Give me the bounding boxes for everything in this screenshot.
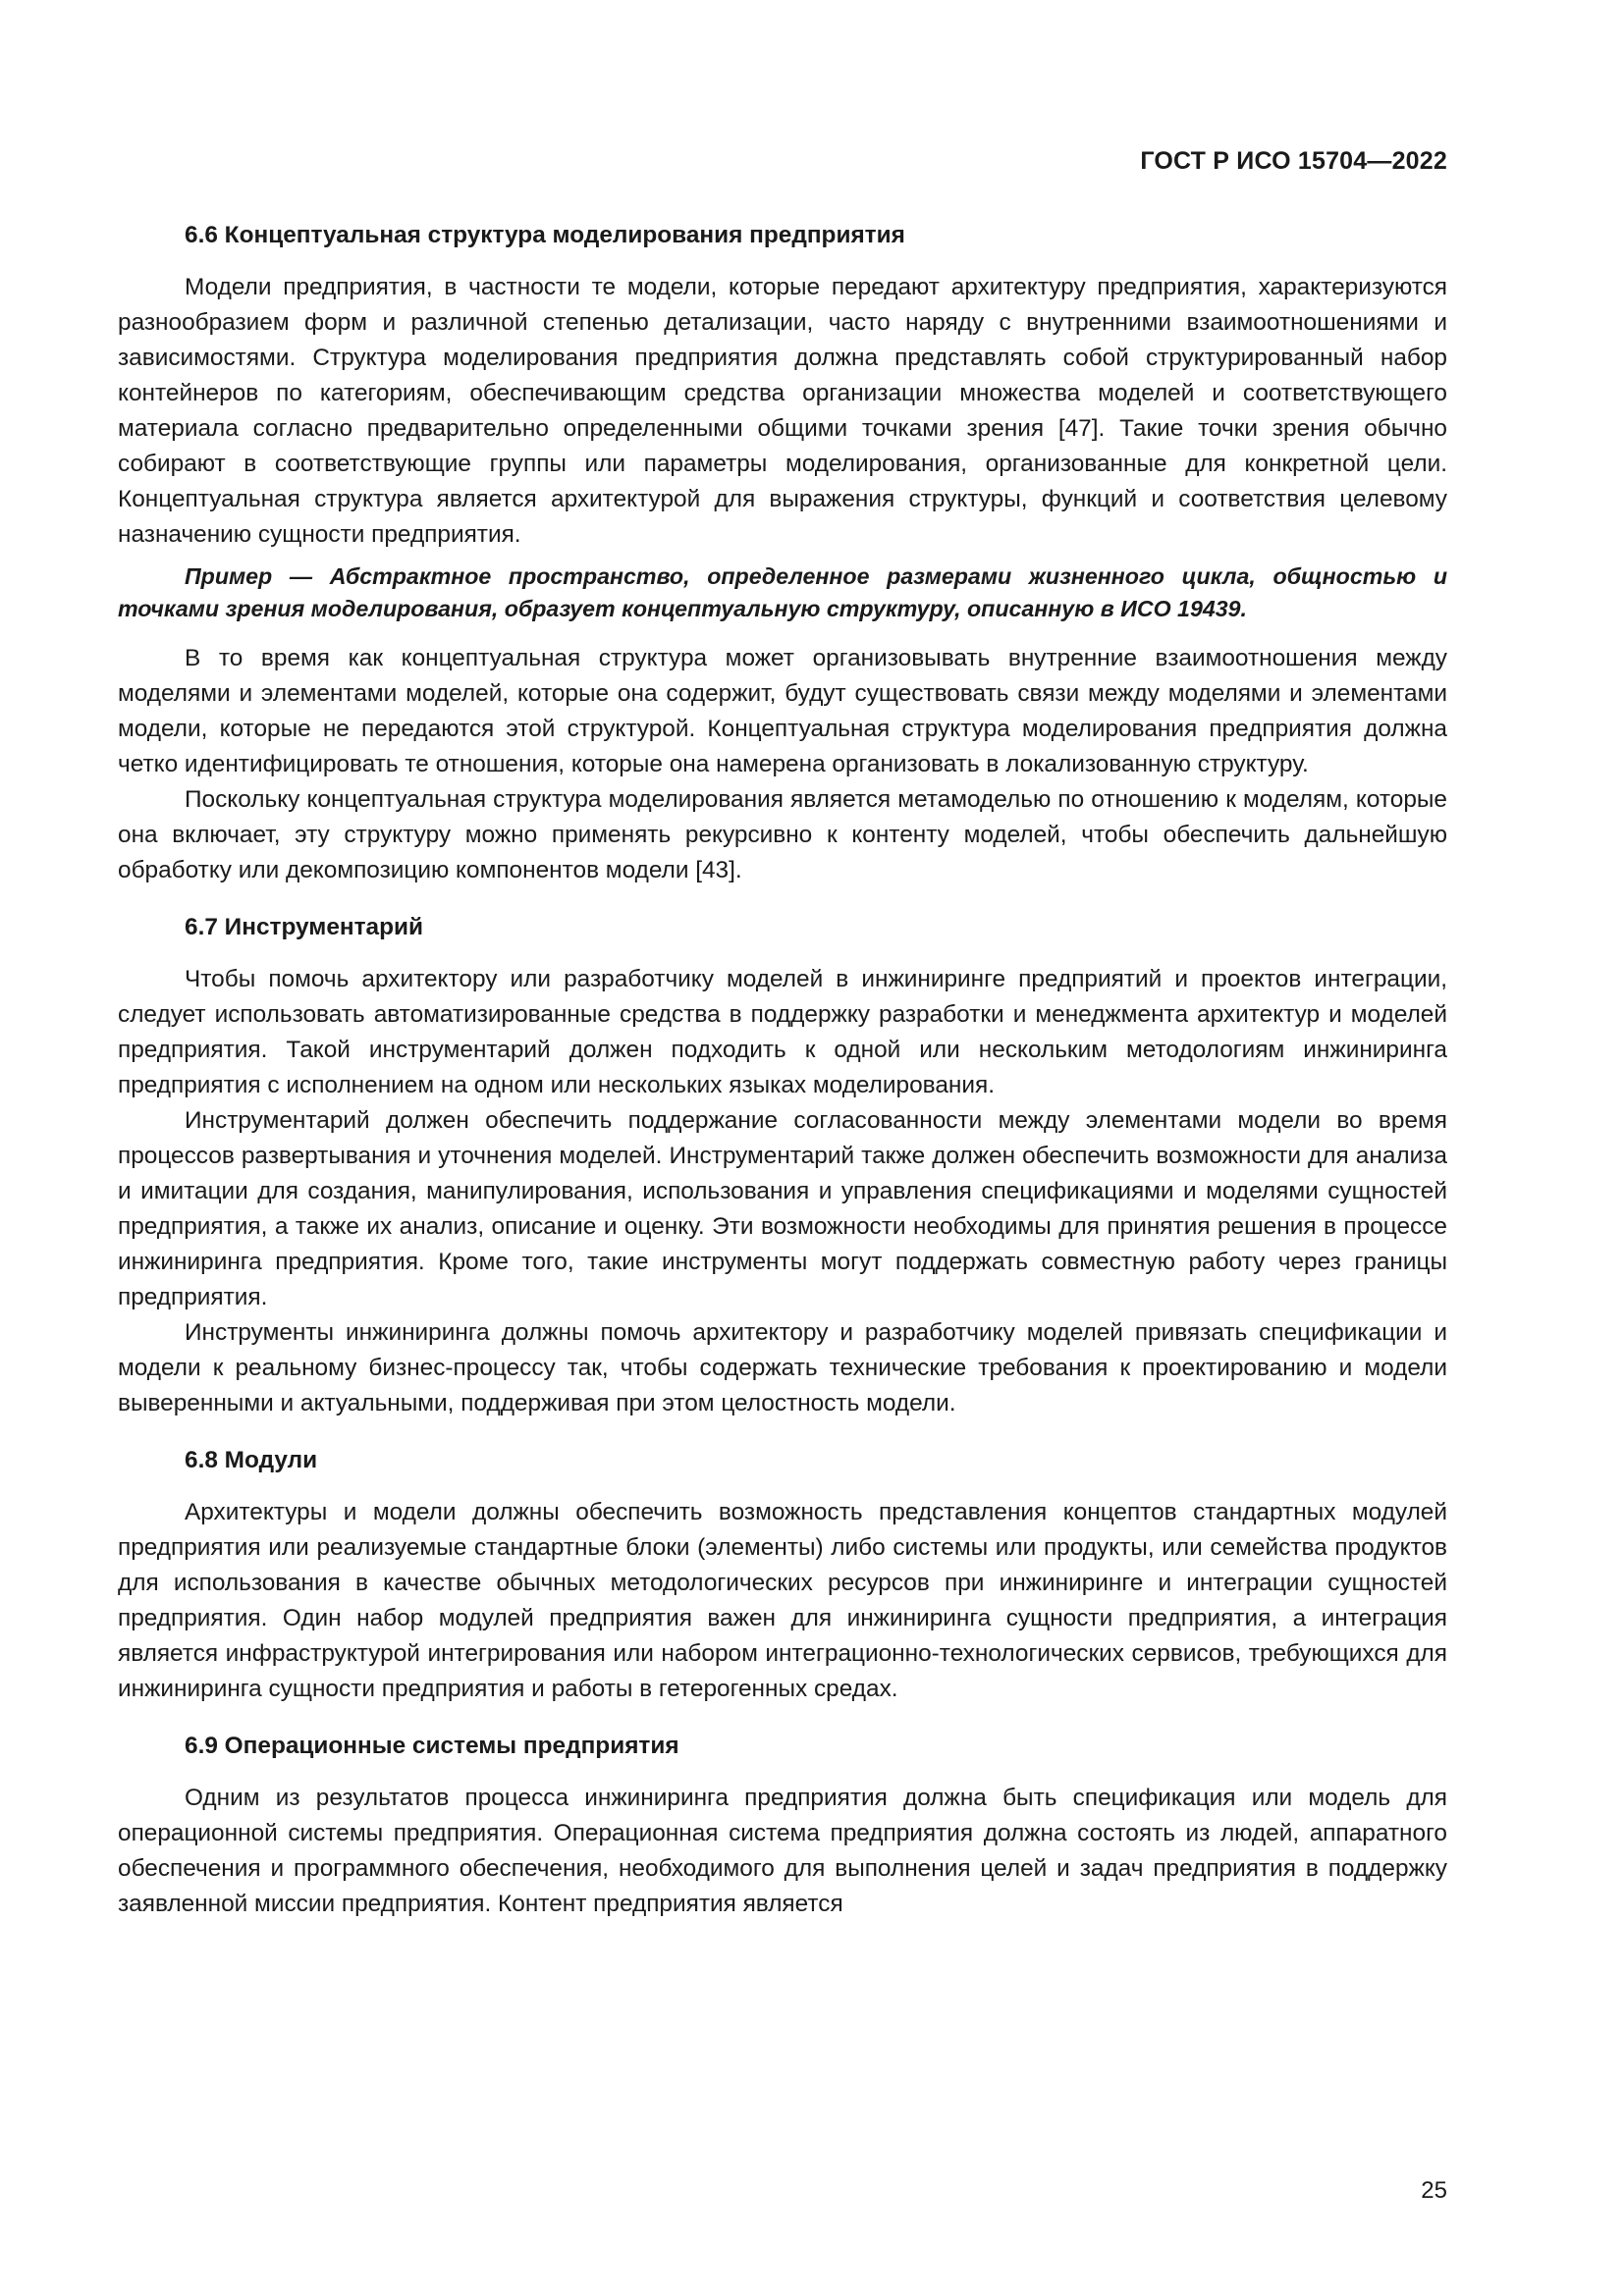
section-title: 6.7 Инструментарий: [185, 914, 424, 940]
paragraph: Чтобы помочь архитектору или разработчику моделей в инжиниринге предприятий и проектов интеграции, следует использовать автоматизированные средства в поддержку разработки и менеджмента архитектур и моделей предприятия. Такой инструментарий должен подходить к одной или нескольким методологиям инжиниринга предприятия с исполнением на одном или нескольких языках моделирования.: [118, 966, 1447, 1098]
paragraph: В то время как концептуальная структура может организовывать внутренние взаимоотношения между моделями и элементами моделей, которые она содержит, будут существовать связи между моделями и элементами модели, которые не передаются этой структурой. Концептуальная структура моделирования предприятия должна четко идентифицировать те отношения, которые она намерена организовать в локализованную структуру.: [118, 645, 1447, 777]
paragraph: Архитектуры и модели должны обеспечить возможность представления концептов стандартных модулей предприятия или реализуемые стандартные блоки (элементы) либо системы или продукты, или семейства продуктов для использования в качестве обычных методологических ресурсов при инжиниринге и интеграции сущностей предприятия. Один набор модулей предприятия важен для инжиниринга сущности предприятия, а интеграция является инфраструктурой интегрирования или набором интеграционно-технологических сервисов, требующихся для инжиниринга сущности предприятия и работы в гетерогенных средах.: [118, 1499, 1447, 1702]
page-number: 25: [1421, 2177, 1447, 2204]
section-6-9: [118, 1729, 1447, 1922]
paragraph: Поскольку концептуальная структура моделирования является метамоделью по отношению к моделям, которые она включает, эту структуру можно применять рекурсивно к контенту моделей, чтобы обеспечить дальнейшую обработку или декомпозицию компонентов модели [43].: [118, 786, 1447, 883]
paragraph: Инструментарий должен обеспечить поддержание согласованности между элементами модели во время процессов развертывания и уточнения моделей. Инструментарий также должен обеспечить возможности для анализа и имитации для создания, манипулирования, использования и управления спецификациями и моделями сущностей предприятия, а также их анализ, описание и оценку. Эти возможности необходимы для принятия решения в процессе инжиниринга предприятия. Кроме того, такие инструменты могут поддержать совместную работу через границы предприятия.: [118, 1107, 1447, 1310]
document-header: ГОСТ Р ИСО 15704—2022: [1140, 147, 1447, 175]
section-6-8: [118, 1443, 1447, 1707]
section-6-7: [118, 910, 1447, 1421]
example-note: Пример — Абстрактное пространство, определенное размерами жизненного цикла, общностью и точками зрения моделирования, образует концептуальную структуру, описанную в ИСО 19439.: [118, 563, 1447, 621]
document-body: [118, 218, 1447, 1922]
paragraph: Одним из результатов процесса инжиниринга предприятия должна быть спецификация или модель для операционной системы предприятия. Операционная система предприятия должна состоять из людей, аппаратного обеспечения и программного обеспечения, необходимого для выполнения целей и задач предприятия в поддержку заявленной миссии предприятия. Контент предприятия является: [118, 1785, 1447, 1917]
section-title: 6.8 Модули: [185, 1447, 318, 1473]
paragraph: Инструменты инжиниринга должны помочь архитектору и разработчику моделей привязать спецификации и модели к реальному бизнес-процессу так, чтобы содержать технические требования к проектированию и модели выверенными и актуальными, поддерживая при этом целостность модели.: [118, 1319, 1447, 1416]
paragraph: Модели предприятия, в частности те модели, которые передают архитектуру предприятия, характеризуются разнообразием форм и различной степенью детализации, часто наряду с внутренними взаимоотношениями и зависимостями. Структура моделирования предприятия должна представлять собой структурированный набор контейнеров по категориям, обеспечивающим средства организации множества моделей и соответствующего материала согласно предварительно определенными общими точками зрения [47]. Такие точки зрения обычно собирают в соответствующие группы или параметры моделирования, организованные для конкретной цели. Концептуальная структура является архитектурой для выражения структуры, функций и соответствия целевому назначению сущности предприятия.: [118, 274, 1447, 548]
section-title: 6.6 Концептуальная структура моделирования предприятия: [185, 222, 905, 248]
section-6-6: [118, 218, 1447, 888]
section-title: 6.9 Операционные системы предприятия: [185, 1733, 679, 1759]
